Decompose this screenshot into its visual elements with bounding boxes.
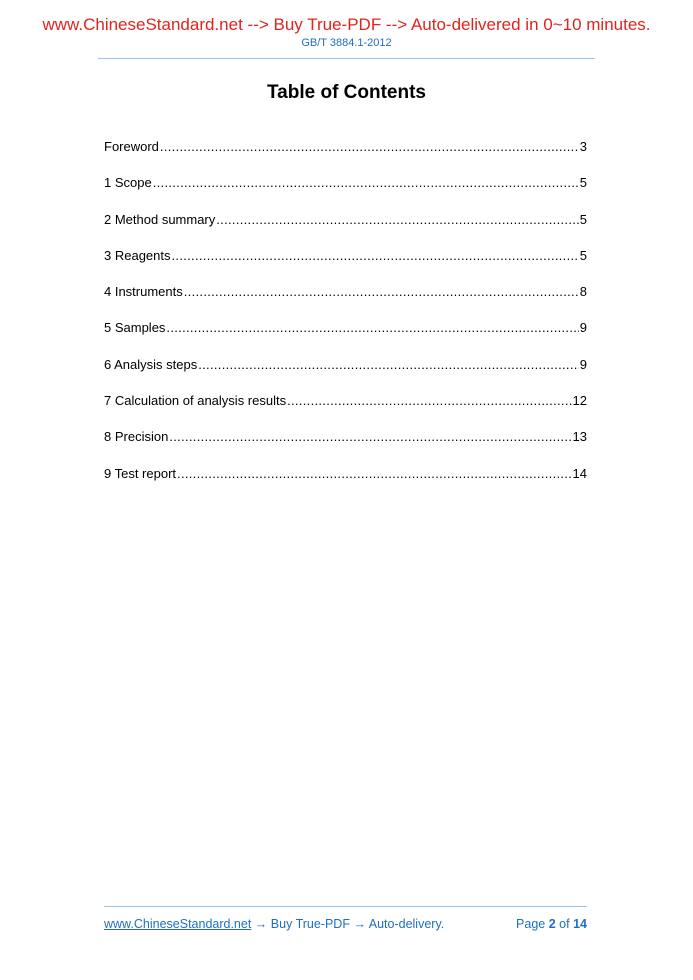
toc-entry-label: 3 Reagents (104, 247, 171, 263)
toc-leader-dots (153, 174, 579, 192)
toc-entry-label: 8 Precision (104, 429, 169, 445)
page-indicator (516, 915, 587, 933)
total-pages: 14 (573, 917, 587, 931)
toc-entry-label: 9 Test report (104, 465, 177, 481)
current-page-number: 2 (548, 917, 556, 931)
toc-entry-page: 12 (572, 393, 587, 409)
toc-entry-page: 3 (579, 139, 587, 154)
toc-entry-foreword[interactable] (104, 138, 587, 174)
toc-entry-label: 7 Calculation of analysis results (104, 393, 287, 409)
toc-entry-label: 6 Analysis steps (104, 356, 198, 372)
arrow-right-icon: → (353, 917, 366, 931)
toc-entry-page: 9 (579, 320, 587, 336)
footer-site-link[interactable]: www.ChineseStandard.net (104, 917, 252, 931)
toc-entry-instruments[interactable] (104, 283, 587, 319)
toc-entry-label: 1 Scope (104, 175, 152, 191)
toc-leader-dots (169, 428, 571, 446)
toc-leader-dots (160, 138, 579, 156)
toc-leader-dots (287, 392, 571, 410)
standard-code: GB/T 3884.1-2012 (301, 37, 392, 49)
toc-entry-precision[interactable] (104, 428, 587, 464)
footer-buy-text: Buy True-PDF (270, 917, 350, 931)
table-of-contents (104, 138, 587, 501)
footer-divider (104, 906, 587, 907)
toc-leader-dots (177, 465, 572, 483)
page-title: Table of Contents (266, 82, 427, 103)
toc-entry-label: 5 Samples (104, 320, 166, 336)
toc-entry-calculation[interactable] (104, 392, 587, 428)
toc-entry-page: 8 (579, 284, 587, 300)
header-divider (98, 58, 595, 59)
toc-entry-page: 13 (572, 429, 587, 445)
page-footer (104, 915, 587, 933)
footer-delivery-text: Auto-delivery. (368, 917, 445, 931)
toc-entry-page: 5 (579, 175, 587, 191)
toc-entry-page: 5 (579, 247, 587, 263)
toc-entry-label: 2 Method summary (104, 211, 216, 227)
promo-banner[interactable]: www.ChineseStandard.net --> Buy True-PDF --> Auto-delivered in 0~10 minutes. (42, 15, 651, 34)
toc-entry-label: Foreword (104, 139, 159, 154)
toc-entry-page: 5 (579, 211, 587, 227)
toc-entry-page: 14 (572, 465, 587, 481)
footer-promo (104, 915, 444, 933)
toc-entry-test-report[interactable] (104, 465, 587, 501)
page-word: Page (516, 917, 546, 931)
toc-entry-page: 9 (579, 356, 587, 372)
toc-entry-reagents[interactable] (104, 247, 587, 283)
toc-entry-analysis-steps[interactable] (104, 356, 587, 392)
toc-leader-dots (184, 283, 579, 301)
arrow-right-icon: → (254, 917, 268, 931)
toc-leader-dots (166, 319, 578, 337)
toc-entry-scope[interactable] (104, 174, 587, 210)
toc-leader-dots (172, 247, 579, 265)
toc-leader-dots (198, 356, 579, 374)
toc-entry-samples[interactable] (104, 319, 587, 355)
toc-entry-label: 4 Instruments (104, 284, 183, 300)
toc-entry-method-summary[interactable] (104, 211, 587, 247)
toc-leader-dots (216, 211, 579, 229)
of-word: of (559, 917, 570, 931)
